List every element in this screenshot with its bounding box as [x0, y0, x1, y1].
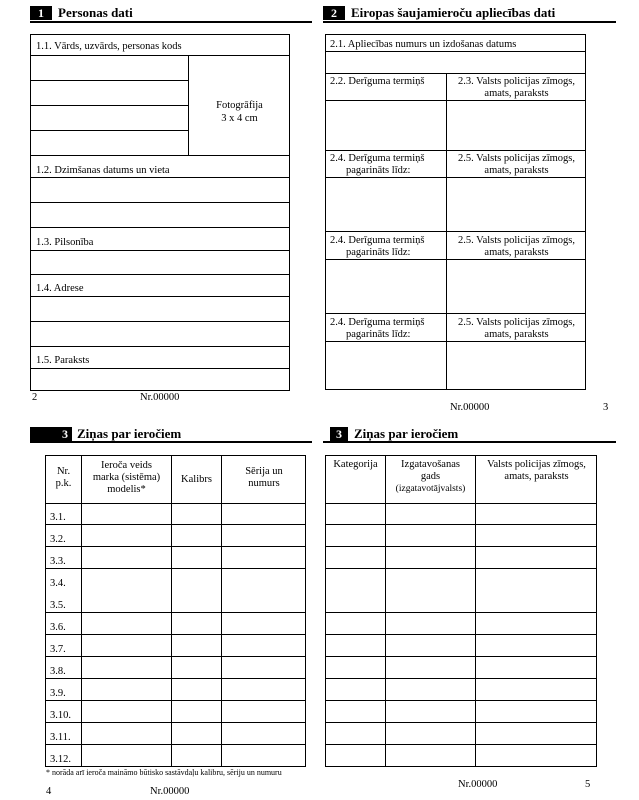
document-number: Nr.00000 — [140, 392, 180, 403]
divider — [325, 150, 586, 151]
divider — [30, 250, 290, 251]
table-row-line — [325, 634, 597, 635]
divider — [325, 259, 586, 260]
table-row-line — [45, 524, 306, 525]
column-divider — [81, 455, 82, 767]
table-row-line — [45, 678, 306, 679]
section-1-number: 1 — [30, 6, 52, 20]
section-2-number: 2 — [323, 6, 345, 20]
section-1-title: Personas dati — [58, 5, 133, 20]
field-stamp-label-2: amats, paraksts — [484, 88, 549, 99]
divider — [45, 503, 306, 504]
field-extended-label-2: pagarināts līdz: — [346, 329, 411, 340]
section-1-header-rule — [30, 21, 312, 23]
section-3-header-rule — [323, 441, 616, 443]
column-header-category: Kategorija — [333, 459, 378, 470]
column-header-type: Ieroča veids — [100, 460, 152, 471]
personal-data-form — [30, 34, 290, 391]
table-row-line — [325, 546, 597, 547]
table-row-line — [325, 656, 597, 657]
column-divider — [221, 455, 222, 767]
row-label: 3.10. — [50, 710, 71, 721]
column-header-nr: Nr. — [56, 466, 71, 477]
divider — [325, 313, 586, 314]
section-2-header-rule — [323, 21, 616, 23]
column-header-type-2: marka (sistēma) — [92, 472, 161, 483]
row-label: 3.12. — [50, 754, 71, 765]
field-extended-label: 2.4. Derīguma termiņš — [330, 317, 425, 328]
divider — [30, 202, 290, 203]
divider — [30, 346, 290, 347]
divider — [325, 503, 597, 504]
section-2-title: Eiropas šaujamieroču apliecības dati — [351, 5, 556, 20]
row-label: 3.5. — [50, 600, 66, 611]
row-label: 3.1. — [50, 512, 66, 523]
field-pass-number-label: 2.1. Apliecības numurs un izdošanas datums — [330, 39, 517, 50]
document-number: Nr.00000 — [458, 779, 498, 790]
field-validity-label: 2.2. Derīguma termiņš — [330, 76, 425, 87]
divider — [30, 368, 290, 369]
column-header-serial-2: numurs — [248, 478, 280, 489]
footnote: * norāda arī ieroča maināmo būtisko sastāvdaļu kalibru, sēriju un numuru — [46, 768, 282, 777]
section-3-title: Ziņas par ieročiem — [354, 426, 459, 441]
field-extended-label: 2.4. Derīguma termiņš — [330, 153, 425, 164]
section-3-header-rule — [30, 441, 312, 443]
table-row-line — [45, 700, 306, 701]
column-header-stamp: Valsts policijas zīmogs, — [487, 459, 586, 470]
column-divider — [171, 455, 172, 767]
field-address-label: 1.4. Adrese — [36, 283, 84, 294]
table-row-line — [45, 546, 306, 547]
divider — [30, 274, 290, 275]
weapons-table — [45, 455, 306, 767]
row-label: 3.11. — [50, 732, 71, 743]
table-row-line — [325, 700, 597, 701]
document-number: Nr.00000 — [450, 402, 490, 413]
divider — [325, 231, 586, 232]
section-3-number: 3 — [330, 427, 348, 441]
field-signature-label: 1.5. Paraksts — [36, 355, 90, 366]
column-header-type-3: modelis* — [107, 484, 146, 495]
column-header-year-2: gads — [420, 471, 441, 482]
divider — [325, 73, 586, 74]
field-extension-stamp-label-2: amats, paraksts — [484, 329, 549, 340]
divider — [30, 227, 290, 228]
field-name-label: 1.1. Vārds, uzvārds, personas kods — [36, 41, 182, 52]
column-header-stamp-2: amats, paraksts — [504, 471, 569, 482]
divider — [30, 177, 290, 178]
page-number: 4 — [46, 786, 52, 797]
row-label: 3.9. — [50, 688, 66, 699]
divider — [30, 155, 290, 156]
table-row-line — [325, 568, 597, 569]
column-header-serial: Sērija un — [245, 466, 283, 477]
photo-label: Fotogrāfija — [216, 100, 263, 111]
weapons-stamp-table — [325, 455, 597, 767]
table-row-line — [325, 612, 597, 613]
table-row-line — [45, 656, 306, 657]
page-number: 3 — [603, 402, 609, 413]
table-row-line — [45, 612, 306, 613]
field-extension-stamp-label-2: amats, paraksts — [484, 165, 549, 176]
row-label: 3.7. — [50, 644, 66, 655]
divider — [325, 51, 586, 52]
document-number: Nr.00000 — [150, 786, 190, 797]
photo-size: 3 x 4 cm — [221, 113, 258, 124]
column-divider — [475, 455, 476, 767]
divider — [30, 130, 188, 131]
divider — [325, 100, 586, 101]
table-row-line — [325, 678, 597, 679]
field-citizenship-label: 1.3. Pilsonība — [36, 237, 94, 248]
row-label: 3.8. — [50, 666, 66, 677]
column-header-year-3: (izgatavotājvalsts) — [395, 484, 466, 494]
field-extended-label-2: pagarināts līdz: — [346, 247, 411, 258]
table-row-line — [325, 722, 597, 723]
divider — [30, 55, 290, 56]
column-divider — [385, 455, 386, 767]
divider — [30, 296, 290, 297]
field-extension-stamp-label: 2.5. Valsts policijas zīmogs, — [457, 235, 576, 246]
field-extension-stamp-label-2: amats, paraksts — [484, 247, 549, 258]
row-label: 3.6. — [50, 622, 66, 633]
table-row-line — [325, 524, 597, 525]
section-3-number: 3 — [30, 427, 72, 441]
column-header-nr-2: p.k. — [55, 478, 72, 489]
column-header-caliber: Kalibrs — [181, 474, 212, 485]
divider — [325, 341, 586, 342]
row-label: 3.3. — [50, 556, 66, 567]
page-number: 2 — [32, 392, 38, 403]
divider — [30, 105, 188, 106]
field-extension-stamp-label: 2.5. Valsts policijas zīmogs, — [457, 317, 576, 328]
field-birth-label: 1.2. Dzimšanas datums un vieta — [36, 165, 170, 176]
table-row-line — [45, 722, 306, 723]
divider — [30, 321, 290, 322]
table-row-line — [45, 568, 306, 569]
field-extended-label-2: pagarināts līdz: — [346, 165, 411, 176]
divider — [325, 177, 586, 178]
page-number: 5 — [585, 779, 591, 790]
divider — [30, 80, 188, 81]
table-row-line — [45, 744, 306, 745]
row-label: 3.2. — [50, 534, 66, 545]
section-3-title: Ziņas par ieročiem — [77, 426, 182, 441]
field-stamp-label: 2.3. Valsts policijas zīmogs, — [457, 76, 576, 87]
table-row-line — [45, 634, 306, 635]
row-label: 3.4. — [50, 578, 66, 589]
table-row-line — [325, 744, 597, 745]
column-header-year: Izgatavošanas — [401, 459, 460, 470]
field-extended-label: 2.4. Derīguma termiņš — [330, 235, 425, 246]
field-extension-stamp-label: 2.5. Valsts policijas zīmogs, — [457, 153, 576, 164]
